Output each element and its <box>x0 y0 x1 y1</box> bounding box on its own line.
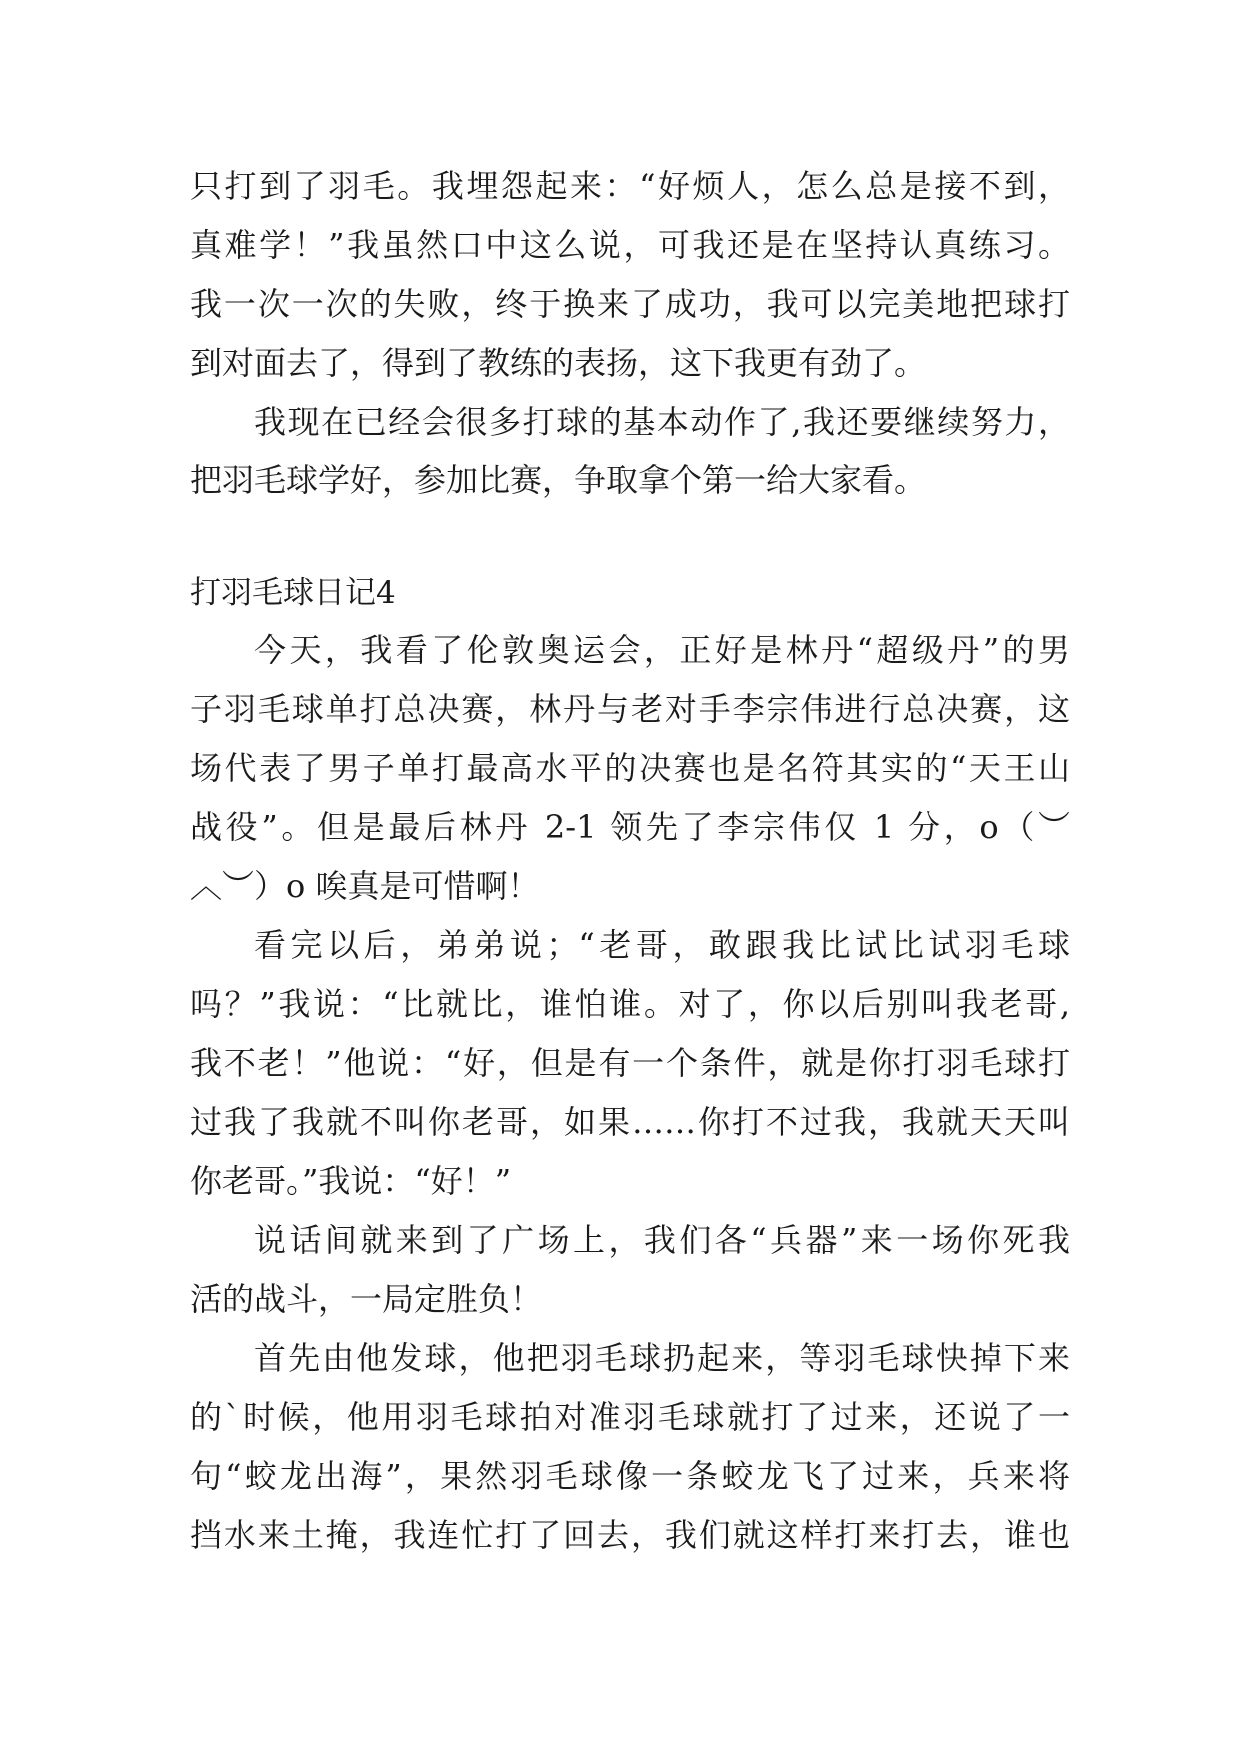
text-line: 我一次一次的失败，终于换来了成功，我可以完美地把球打 <box>190 285 1070 323</box>
section-heading: 打羽毛球日记4 <box>190 575 396 611</box>
text-line: 吗？”我说：“比就比，谁怕谁。对了，你以后别叫我老哥, <box>190 985 1070 1023</box>
text-line: 把羽毛球学好，参加比赛，争取拿个第一给大家看。 <box>190 461 927 499</box>
text-line: ︿︶）o 唉真是可惜啊！ <box>190 867 540 905</box>
text-line: 我不老！”他说：“好，但是有一个条件，就是你打羽毛球打 <box>190 1044 1070 1082</box>
text-line: 首先由他发球，他把羽毛球扔起来，等羽毛球快掉下来 <box>254 1339 1070 1377</box>
text-line: 战役”。但是最后林丹 2-1 领先了李宗伟仅 1 分，o（︶ <box>190 808 1070 846</box>
text-line: 句“蛟龙出海”，果然羽毛球像一条蛟龙飞了过来，兵来将 <box>190 1457 1070 1495</box>
text-line: 活的战斗，一局定胜负！ <box>190 1280 543 1318</box>
text-line: 说话间就来到了广场上，我们各“兵器”来一场你死我 <box>254 1221 1070 1259</box>
text-line: 过我了我就不叫你老哥，如果……你打不过我，我就天天叫 <box>190 1103 1070 1141</box>
text-line: 我现在已经会很多打球的基本动作了,我还要继续努力， <box>254 403 1070 441</box>
text-line: 看完以后，弟弟说；“老哥，敢跟我比试比试羽毛球 <box>254 926 1070 964</box>
text-line: 只打到了羽毛。我埋怨起来：“好烦人，怎么总是接不到， <box>190 167 1070 205</box>
text-line: 今天，我看了伦敦奥运会，正好是林丹“超级丹”的男 <box>254 631 1070 669</box>
text-line: 场代表了男子单打最高水平的决赛也是名符其实的“天王山 <box>190 749 1070 787</box>
text-line: 真难学！”我虽然口中这么说，可我还是在坚持认真练习。 <box>190 226 1070 264</box>
text-line: 子羽毛球单打总决赛，林丹与老对手李宗伟进行总决赛，这 <box>190 690 1070 728</box>
text-line: 到对面去了，得到了教练的表扬，这下我更有劲了。 <box>190 344 927 382</box>
text-line: 你老哥。”我说：“好！” <box>190 1162 512 1200</box>
text-line: 挡水来土掩，我连忙打了回去，我们就这样打来打去，谁也 <box>190 1516 1070 1554</box>
text-line: 的`时候，他用羽毛球拍对准羽毛球就打了过来，还说了一 <box>190 1398 1070 1436</box>
